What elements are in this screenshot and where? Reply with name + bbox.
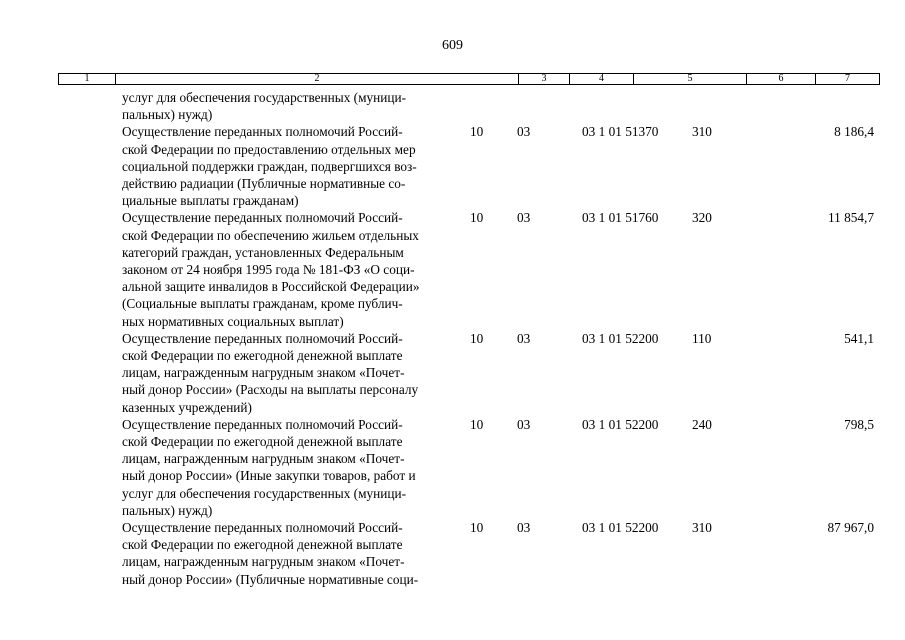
table-body: [0, 89, 905, 588]
table-row: [0, 519, 905, 588]
row-description: Осуществление переданных полномочий Россий- ской Федерации по ежегодной денежной выплате лицам, награжденным нагрудным знаком «Почет- ный донор России» (Иные закупки товаров, работ и услуг для обеспечения государственных (муници- пальных) нужд): [122, 416, 416, 518]
row-description: Осуществление переданных полномочий Россий- ской Федерации по предоставлению отдельных мер социальной поддержки граждан, подвергшихся воз- действию радиации (Публичные нормативные со- циальные выплаты гражданам): [122, 124, 417, 209]
row-description: Осуществление переданных полномочий Россий- ской Федерации по ежегодной денежной выплате лицам, награжденным нагрудным знаком «Почет- ный донор России» (Публичные нормативные соци-: [122, 520, 419, 587]
row-section: 10: [470, 416, 484, 432]
row-section: 10: [470, 124, 484, 140]
row-amount: 11 854,7: [827, 210, 874, 226]
table-row: [0, 330, 905, 416]
row-expense-type: 110: [692, 330, 712, 346]
row-expense-type: 320: [692, 210, 712, 226]
row-description: Осуществление переданных полномочий Россий- ской Федерации по обеспечению жильем отдельных категорий граждан, установленных Федеральным законом от 24 ноября 1995 года № 181-ФЗ «О соци- альной защите инвалидов в Российской Федерации» (Социальные выплаты гражданам, кроме публич- ных нормативных социальных выплат): [122, 210, 420, 329]
table-row: [0, 89, 905, 123]
table-row: [0, 416, 905, 519]
row-description: Осуществление переданных полномочий Россий- ской Федерации по ежегодной денежной выплате лицам, награжденным нагрудным знаком «Почет- ный донор России» (Расходы на выплаты персоналу казенных учреждений): [122, 330, 419, 415]
row-amount: 8 186,4: [834, 124, 874, 140]
row-target-code: 03 1 01 52200: [582, 520, 659, 536]
header-cell-1: 1: [59, 74, 116, 84]
row-subsection: 03: [517, 330, 531, 346]
row-section: 10: [470, 210, 484, 226]
row-subsection: 03: [517, 416, 531, 432]
row-target-code: 03 1 01 52200: [582, 416, 659, 432]
header-cell-4: 4: [570, 74, 634, 84]
page-number: 609: [442, 38, 463, 53]
row-amount: 87 967,0: [827, 520, 874, 536]
row-description: услуг для обеспечения государственных (муници- пальных) нужд): [122, 90, 407, 123]
row-section: 10: [470, 330, 484, 346]
row-target-code: 03 1 01 51370: [582, 124, 659, 140]
table-row: [0, 209, 905, 329]
row-expense-type: 310: [692, 520, 712, 536]
row-target-code: 03 1 01 52200: [582, 330, 659, 346]
header-cell-3: 3: [519, 74, 570, 84]
row-section: 10: [470, 520, 484, 536]
row-expense-type: 310: [692, 124, 712, 140]
row-subsection: 03: [517, 210, 531, 226]
row-amount: 798,5: [844, 416, 874, 432]
row-subsection: 03: [517, 124, 531, 140]
row-target-code: 03 1 01 51760: [582, 210, 659, 226]
header-cell-7: 7: [845, 73, 850, 84]
row-amount: 541,1: [844, 330, 874, 346]
header-cell-2: 2: [116, 74, 519, 84]
row-expense-type: 240: [692, 416, 712, 432]
header-cell-6: 6: [747, 74, 816, 84]
header-cell-5: 5: [634, 74, 747, 84]
table-header: [58, 73, 880, 85]
table-row: [0, 123, 905, 209]
row-subsection: 03: [517, 520, 531, 536]
